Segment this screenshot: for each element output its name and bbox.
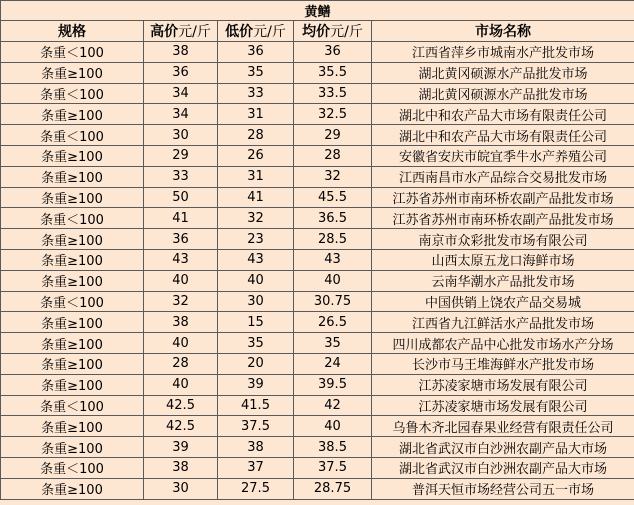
cell-avg: 42 bbox=[294, 395, 372, 416]
cell-high: 36 bbox=[144, 229, 218, 250]
cell-high: 40 bbox=[144, 270, 218, 291]
cell-market: 江苏省苏州市南环桥农副产品批发市场 bbox=[372, 187, 634, 208]
cell-high: 34 bbox=[144, 104, 218, 125]
cell-low: 32 bbox=[218, 208, 294, 229]
header-avg-unit: 元/斤 bbox=[330, 24, 363, 40]
cell-spec: 条重≥100 bbox=[1, 249, 144, 270]
cell-avg: 32 bbox=[294, 166, 372, 187]
cell-avg: 35 bbox=[294, 333, 372, 354]
cell-avg: 36.5 bbox=[294, 208, 372, 229]
cell-high: 41 bbox=[144, 208, 218, 229]
cell-high: 32 bbox=[144, 291, 218, 312]
table-row bbox=[1, 42, 634, 63]
cell-spec: 条重≥100 bbox=[1, 166, 144, 187]
cell-high: 40 bbox=[144, 374, 218, 395]
table-row bbox=[1, 270, 634, 291]
cell-spec: 条重＜100 bbox=[1, 125, 144, 146]
cell-market: 江西省九江鲜活水产品批发市场 bbox=[372, 312, 634, 333]
cell-market: 湖北省武汉市白沙洲农副产品大市场 bbox=[372, 457, 634, 478]
cell-avg: 28.75 bbox=[294, 478, 372, 499]
table-row bbox=[1, 62, 634, 83]
header-high-price bbox=[144, 21, 218, 42]
cell-spec: 条重≥100 bbox=[1, 353, 144, 374]
cell-high: 38 bbox=[144, 42, 218, 63]
cell-market: 湖北黄冈硕源水产品批发市场 bbox=[372, 83, 634, 104]
cell-market: 四川成都农产品中心批发市场水产分场 bbox=[372, 333, 634, 354]
cell-avg: 40 bbox=[294, 416, 372, 437]
cell-market: 南京市众彩批发市场有限公司 bbox=[372, 229, 634, 250]
cell-market: 乌鲁木齐北园春果业经营有限责任公司 bbox=[372, 416, 634, 437]
cell-high: 42.5 bbox=[144, 395, 218, 416]
cell-avg: 39.5 bbox=[294, 374, 372, 395]
cell-spec: 条重≥100 bbox=[1, 145, 144, 166]
cell-spec: 条重≥100 bbox=[1, 333, 144, 354]
cell-market: 山西太原五龙口海鲜市场 bbox=[372, 249, 634, 270]
cell-spec: 条重≥100 bbox=[1, 104, 144, 125]
cell-avg: 38.5 bbox=[294, 437, 372, 458]
table-row bbox=[1, 166, 634, 187]
cell-spec: 条重＜100 bbox=[1, 42, 144, 63]
cell-high: 29 bbox=[144, 145, 218, 166]
cell-market: 江西省萍乡市城南水产批发市场 bbox=[372, 42, 634, 63]
cell-high: 43 bbox=[144, 249, 218, 270]
cell-spec: 条重≥100 bbox=[1, 187, 144, 208]
cell-spec: 条重＜100 bbox=[1, 395, 144, 416]
cell-avg: 45.5 bbox=[294, 187, 372, 208]
cell-low: 41 bbox=[218, 187, 294, 208]
cell-high: 30 bbox=[144, 125, 218, 146]
cell-low: 26 bbox=[218, 145, 294, 166]
cell-spec: 条重≥100 bbox=[1, 374, 144, 395]
cell-avg: 43 bbox=[294, 249, 372, 270]
table-row bbox=[1, 437, 634, 458]
table-row bbox=[1, 416, 634, 437]
cell-market: 湖北黄冈硕源水产品批发市场 bbox=[372, 62, 634, 83]
table-row bbox=[1, 229, 634, 250]
cell-market: 普洱天恒市场经营公司五一市场 bbox=[372, 478, 634, 499]
title-row bbox=[1, 1, 634, 21]
header-high-unit: 元/斤 bbox=[178, 24, 211, 40]
cell-spec: 条重＜100 bbox=[1, 83, 144, 104]
cell-spec: 条重≥100 bbox=[1, 478, 144, 499]
cell-avg: 32.5 bbox=[294, 104, 372, 125]
cell-market: 江苏凌家塘市场发展有限公司 bbox=[372, 374, 634, 395]
cell-high: 38 bbox=[144, 457, 218, 478]
cell-spec: 条重≥100 bbox=[1, 437, 144, 458]
table-title: 黄鳝 bbox=[1, 1, 634, 21]
header-high-label: 高价 bbox=[150, 24, 179, 40]
table-row bbox=[1, 333, 634, 354]
cell-market: 湖北省武汉市白沙洲农副产品大市场 bbox=[372, 437, 634, 458]
cell-spec: 条重≥100 bbox=[1, 62, 144, 83]
cell-high: 34 bbox=[144, 83, 218, 104]
cell-market: 安徽省安庆市皖宜季牛水产养殖公司 bbox=[372, 145, 634, 166]
header-avg-label: 均价 bbox=[302, 24, 331, 40]
cell-avg: 28.5 bbox=[294, 229, 372, 250]
cell-avg: 24 bbox=[294, 353, 372, 374]
cell-high: 40 bbox=[144, 333, 218, 354]
cell-low: 41.5 bbox=[218, 395, 294, 416]
cell-avg: 36 bbox=[294, 42, 372, 63]
table-row bbox=[1, 395, 634, 416]
table-row bbox=[1, 125, 634, 146]
cell-low: 31 bbox=[218, 104, 294, 125]
table-row bbox=[1, 208, 634, 229]
cell-spec: 条重≥100 bbox=[1, 416, 144, 437]
cell-low: 35 bbox=[218, 333, 294, 354]
header-avg-price bbox=[294, 21, 372, 42]
cell-high: 30 bbox=[144, 478, 218, 499]
cell-low: 20 bbox=[218, 353, 294, 374]
cell-low: 38 bbox=[218, 437, 294, 458]
cell-high: 42.5 bbox=[144, 416, 218, 437]
cell-low: 28 bbox=[218, 125, 294, 146]
cell-low: 43 bbox=[218, 249, 294, 270]
header-row bbox=[1, 21, 634, 42]
table-row bbox=[1, 353, 634, 374]
table-row bbox=[1, 374, 634, 395]
cell-low: 35 bbox=[218, 62, 294, 83]
cell-market: 中国供销上饶农产品交易城 bbox=[372, 291, 634, 312]
cell-low: 36 bbox=[218, 42, 294, 63]
cell-avg: 37.5 bbox=[294, 457, 372, 478]
cell-market: 长沙市马王堆海鲜水产批发市场 bbox=[372, 353, 634, 374]
header-low-label: 低价 bbox=[225, 24, 254, 40]
table-row bbox=[1, 145, 634, 166]
table-row bbox=[1, 104, 634, 125]
cell-low: 23 bbox=[218, 229, 294, 250]
cell-low: 30 bbox=[218, 291, 294, 312]
table-body bbox=[1, 42, 634, 500]
cell-avg: 28 bbox=[294, 145, 372, 166]
cell-low: 27.5 bbox=[218, 478, 294, 499]
table-row bbox=[1, 83, 634, 104]
cell-low: 37.5 bbox=[218, 416, 294, 437]
cell-spec: 条重＜100 bbox=[1, 457, 144, 478]
cell-market: 江苏省苏州市南环桥农副产品批发市场 bbox=[372, 208, 634, 229]
cell-market: 湖北中和农产品大市场有限责任公司 bbox=[372, 125, 634, 146]
cell-avg: 33.5 bbox=[294, 83, 372, 104]
cell-high: 28 bbox=[144, 353, 218, 374]
cell-low: 31 bbox=[218, 166, 294, 187]
table-row bbox=[1, 312, 634, 333]
cell-high: 39 bbox=[144, 437, 218, 458]
cell-spec: 条重＜100 bbox=[1, 208, 144, 229]
cell-market: 湖北中和农产品大市场有限责任公司 bbox=[372, 104, 634, 125]
cell-spec: 条重≥100 bbox=[1, 229, 144, 250]
cell-high: 50 bbox=[144, 187, 218, 208]
cell-spec: 条重≥100 bbox=[1, 312, 144, 333]
cell-avg: 29 bbox=[294, 125, 372, 146]
cell-low: 33 bbox=[218, 83, 294, 104]
cell-market: 云南华潮水产品批发市场 bbox=[372, 270, 634, 291]
cell-high: 36 bbox=[144, 62, 218, 83]
cell-low: 40 bbox=[218, 270, 294, 291]
header-spec: 规格 bbox=[1, 21, 144, 42]
cell-high: 38 bbox=[144, 312, 218, 333]
cell-low: 39 bbox=[218, 374, 294, 395]
cell-avg: 26.5 bbox=[294, 312, 372, 333]
cell-low: 15 bbox=[218, 312, 294, 333]
table-row bbox=[1, 249, 634, 270]
cell-spec: 条重＜100 bbox=[1, 291, 144, 312]
table-row bbox=[1, 457, 634, 478]
cell-low: 37 bbox=[218, 457, 294, 478]
header-market: 市场名称 bbox=[372, 21, 634, 42]
table-row bbox=[1, 187, 634, 208]
cell-market: 江苏凌家塘市场发展有限公司 bbox=[372, 395, 634, 416]
cell-avg: 30.75 bbox=[294, 291, 372, 312]
cell-high: 33 bbox=[144, 166, 218, 187]
cell-spec: 条重≥100 bbox=[1, 270, 144, 291]
table-row bbox=[1, 291, 634, 312]
cell-avg: 35.5 bbox=[294, 62, 372, 83]
cell-market: 江西南昌市水产品综合交易批发市场 bbox=[372, 166, 634, 187]
table-row bbox=[1, 478, 634, 499]
header-low-price bbox=[218, 21, 294, 42]
header-low-unit: 元/斤 bbox=[253, 24, 286, 40]
cell-avg: 40 bbox=[294, 270, 372, 291]
